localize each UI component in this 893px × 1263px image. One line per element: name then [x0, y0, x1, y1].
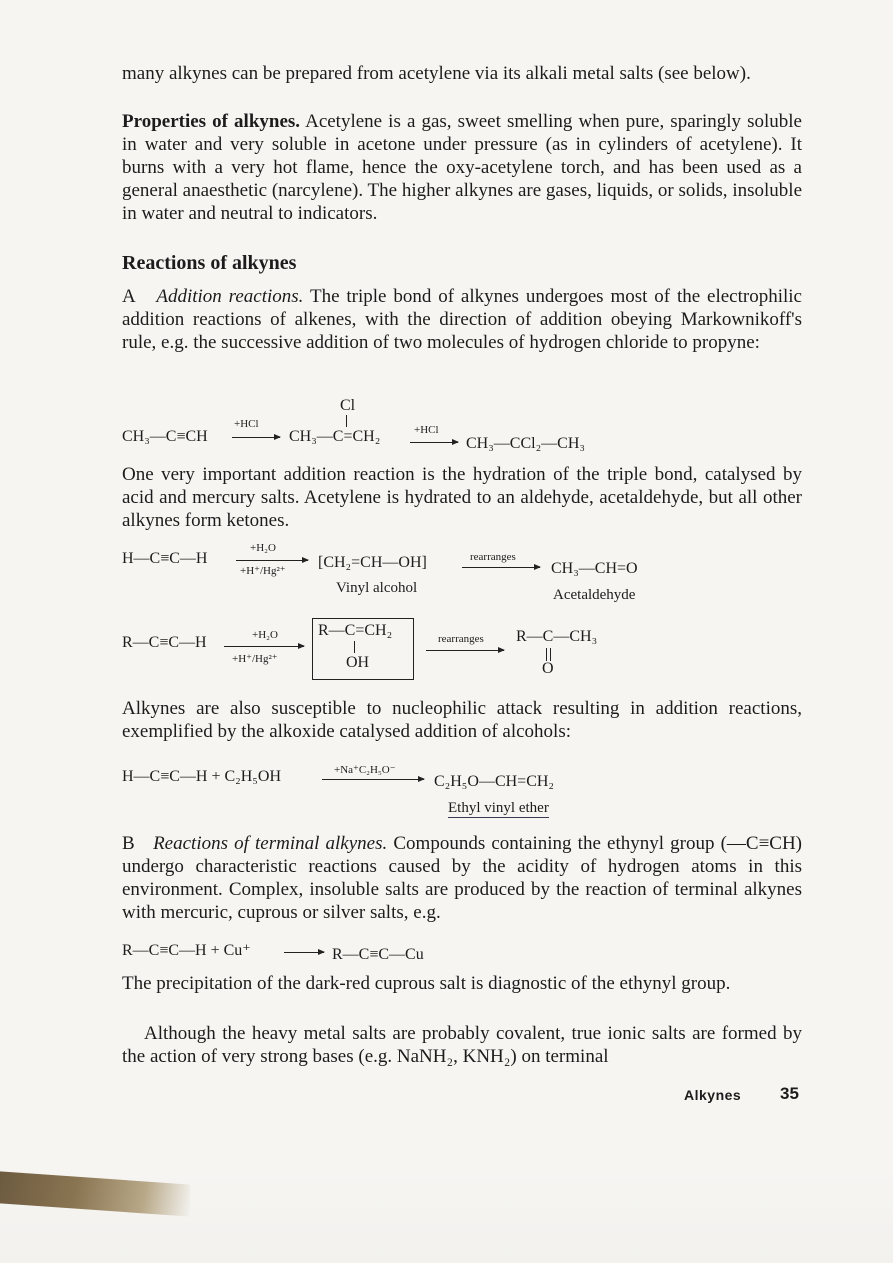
- properties-text: Acetylene is a gas, sweet smelling when pure, sparingly soluble in water and very soluble in acetone under pressure (as in cylinders of acetylene). It burns with a very hot flame, hence the oxy-acetylene torch, and has been used as a general anaesthetic (narcylene). The higher alkynes are gases, liquids, or solids, insoluble in water and neutral to indicators.: [122, 111, 802, 224]
- terminal-letter: B: [122, 833, 135, 854]
- eq1-reagent1: +HCl: [234, 418, 259, 430]
- terminal-paragraph: [122, 832, 802, 924]
- eq3-reagent-bottom: +H⁺/Hg²⁺: [232, 653, 278, 665]
- eq3-intermediate: R—C=CH₂: [318, 622, 393, 639]
- eq1-product: CH₃—CCl₂—CH₃: [466, 435, 585, 452]
- eq1-reagent2: +HCl: [414, 424, 439, 436]
- running-footer-title: Alkynes: [684, 1087, 742, 1103]
- eq4-product-label: Ethyl vinyl ether: [448, 800, 549, 816]
- eq2-reagent-bottom: +H⁺/Hg²⁺: [240, 565, 286, 577]
- eq4-reactant: H—C≡C—H + C₂H₅OH: [122, 768, 281, 785]
- eq3-arrow1: [224, 646, 304, 647]
- addition-title: Addition reactions.: [156, 286, 304, 307]
- eq2-reactant: H—C≡C—H: [122, 550, 208, 567]
- eq1-arrow1: [232, 437, 280, 438]
- eq1-chlorine: Cl: [340, 397, 356, 414]
- eq3-arrow2: [426, 650, 504, 651]
- eq1-bond: [346, 415, 347, 427]
- eq2-product-label: Acetaldehyde: [553, 587, 636, 603]
- eq1-intermediate: CH₃—C=CH₂: [289, 428, 381, 445]
- addition-paragraph: [122, 285, 802, 354]
- precipitation-paragraph: The precipitation of the dark-red cuprous salt is diagnostic of the ethynyl group.: [122, 973, 731, 994]
- eq3-product-sub: O: [542, 660, 554, 677]
- nucleophilic-paragraph: Alkynes are also susceptible to nucleophilic attack resulting in addition reactions, exemplified by the alkoxide catalysed addition of alcohols:: [122, 698, 802, 742]
- eq3-bond: [354, 641, 355, 653]
- eq2-reagent-top: +H₂O: [250, 542, 276, 554]
- properties-title: Properties of alkynes.: [122, 111, 301, 132]
- eq1-reactant: CH₃—C≡CH: [122, 428, 208, 445]
- properties-paragraph: [122, 110, 802, 225]
- eq5-arrow: [284, 952, 324, 953]
- eq3-intermediate-sub: OH: [346, 654, 370, 671]
- eq1-arrow2: [410, 442, 458, 443]
- eq5-reactant: R—C≡C—H + Cu⁺: [122, 942, 251, 959]
- eq2-arrow2: [462, 567, 540, 568]
- terminal-text: Compounds containing the ethynyl group (—C≡CH) undergo characteristic reactions caused by the acidity of hydrogen atoms in this environment. Complex, insoluble salts are produced by the reaction of terminal alkynes with mercuric, cuprous or silver salts, e.g.: [122, 833, 803, 923]
- eq2-intermediate-label: Vinyl alcohol: [336, 580, 418, 596]
- terminal-title: Reactions of terminal alkynes.: [153, 833, 388, 854]
- eq2-arrow1: [236, 560, 308, 561]
- hydration-paragraph: One very important addition reaction is the hydration of the triple bond, catalysed by acid and mercury salts. Acetylene is hydrated to an aldehyde, acetaldehyde, but all other alkynes form ketones.: [122, 464, 802, 531]
- eq2-product: CH₃—CH=O: [551, 560, 638, 577]
- addition-text: The triple bond of alkynes undergoes most of the electrophilic addition reactions of alkenes, with the direction of addition obeying Markownikoff's rule, e.g. the successive addition of two molecules of hydrogen chloride to propyne:: [122, 286, 802, 353]
- eq3-reagent-top: +H₂O: [252, 629, 278, 641]
- addition-letter: A: [122, 286, 136, 307]
- section-heading: Reactions of alkynes: [122, 252, 297, 274]
- salts-paragraph: Although the heavy metal salts are probably covalent, true ionic salts are formed by the action of very strong bases (e.g. NaNH₂, KNH₂) on terminal: [122, 1023, 802, 1067]
- eq3-reactant: R—C≡C—H: [122, 634, 207, 651]
- page-number: 35: [780, 1084, 799, 1103]
- eq4-arrow: [322, 779, 424, 780]
- eq2-rearranges: rearranges: [470, 551, 516, 563]
- eq4-reagent: +Na⁺C₂H₅O⁻: [334, 764, 396, 776]
- eq4-product: C₂H₅O—CH=CH₂: [434, 773, 554, 790]
- eq2-intermediate: [CH₂=CH—OH]: [318, 554, 427, 571]
- eq5-product: R—C≡C—Cu: [332, 946, 424, 963]
- eq3-product: R—C—CH₃: [516, 628, 598, 645]
- intro-paragraph: many alkynes can be prepared from acetylene via its alkali metal salts (see below).: [122, 63, 751, 84]
- eq3-rearranges: rearranges: [438, 633, 484, 645]
